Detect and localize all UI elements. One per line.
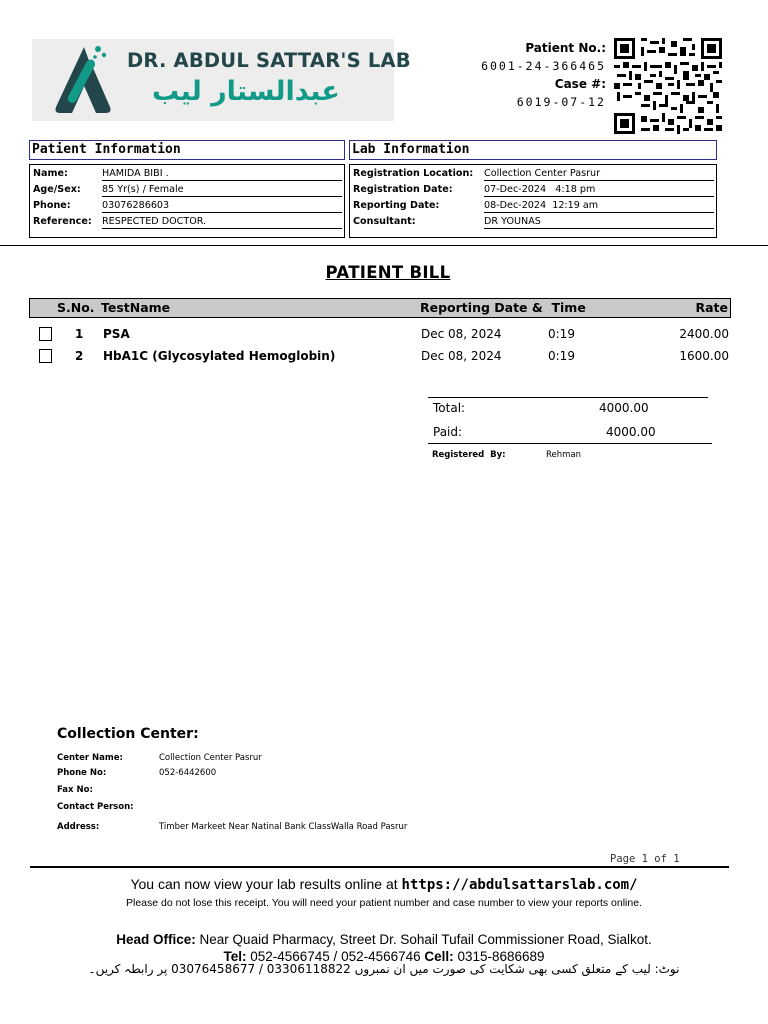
paid-label: Paid: <box>433 425 463 439</box>
patient-age-sex: 85 Yr(s) / Female <box>102 182 342 197</box>
info-label: Name: <box>33 168 68 179</box>
checkbox-icon[interactable] <box>39 327 52 341</box>
tel-numbers: 052-4566745 / 052-4566746 <box>250 949 421 964</box>
total-value: 4000.00 <box>599 401 649 415</box>
info-row <box>30 182 346 198</box>
info-row <box>350 182 718 198</box>
patient-no: 6001-24-366465 <box>481 59 606 73</box>
info-label: Registration Date: <box>353 184 453 195</box>
urdu-complaint-note: نوٹ: لیب کے متعلق کسی بھی شکایت کی صورت میں ان نمبروں 03306118822 / 03076458677 پر رابطہ کریں۔ <box>88 962 680 976</box>
bill-title: PATIENT BILL <box>325 263 451 282</box>
row-sno: 1 <box>75 327 84 341</box>
row-test: HbA1C (Glycosylated Hemoglobin) <box>103 349 336 363</box>
lab-name-urdu: عبدالستار لیب <box>152 76 340 107</box>
cc-label: Contact Person: <box>57 802 134 812</box>
info-row <box>350 214 718 230</box>
table-header <box>29 298 731 318</box>
total-label: Total: <box>433 401 466 415</box>
cc-phone: 052-6442600 <box>159 768 217 778</box>
lab-info-box <box>349 164 717 238</box>
col-reporting: Reporting Date & Time <box>420 300 586 315</box>
table-row <box>29 324 731 344</box>
patient-info-heading: Patient Information <box>29 140 345 160</box>
cc-label: Center Name: <box>57 753 123 763</box>
website-link[interactable]: https://abdulsattarslab.com/ <box>401 877 638 893</box>
cc-label: Fax No: <box>57 785 93 795</box>
collection-center-title: Collection Center: <box>57 726 199 742</box>
lab-logo-icon <box>44 41 122 119</box>
info-row <box>30 198 346 214</box>
row-rate: 2400.00 <box>679 327 729 341</box>
case-no: 6019-07-12 <box>516 95 606 109</box>
paid-row <box>428 422 712 444</box>
info-row <box>30 214 346 230</box>
cell-number: 0315-8686689 <box>457 949 545 964</box>
footer-rule <box>30 866 729 868</box>
online-text: You can now view your lab results online at <box>130 876 398 892</box>
row-date: Dec 08, 2024 <box>421 327 502 341</box>
lab-name: DR. ABDUL SATTAR'S LAB <box>127 49 411 72</box>
patient-phone: 03076286603 <box>102 198 342 213</box>
divider <box>0 245 768 246</box>
patient-no-label: Patient No.: <box>525 41 606 55</box>
cc-label: Phone No: <box>57 768 107 778</box>
reporting-date: 08-Dec-2024 12:19 am <box>484 198 714 213</box>
info-label: Phone: <box>33 200 71 211</box>
row-date: Dec 08, 2024 <box>421 349 502 363</box>
tel-label: Tel: <box>223 949 247 964</box>
paid-value: 4000.00 <box>606 425 656 439</box>
case-label: Case #: <box>554 77 606 91</box>
receipt-note: Please do not lose this receipt. You will need your patient number and case number to view your reports online. <box>126 897 642 909</box>
row-sno: 2 <box>75 349 84 363</box>
info-row <box>350 198 718 214</box>
online-results <box>0 876 768 893</box>
info-row <box>350 166 718 182</box>
consultant: DR YOUNAS <box>484 214 714 229</box>
table-row <box>29 346 731 366</box>
info-label: Reporting Date: <box>353 200 440 211</box>
head-office-address: Near Quaid Pharmacy, Street Dr. Sohail Tufail Commissioner Road, Sialkot. <box>199 932 652 947</box>
registration-location: Collection Center Pasrur <box>484 166 714 181</box>
cc-center-name: Collection Center Pasrur <box>159 753 262 763</box>
row-time: 0:19 <box>548 327 575 341</box>
info-label: Consultant: <box>353 216 416 227</box>
head-office-label: Head Office: <box>116 932 196 947</box>
cc-address: Timber Markeet Near Natinal Bank ClassWalla Road Pasrur <box>159 822 408 832</box>
col-test: TestName <box>101 300 171 315</box>
page-number: Page 1 of 1 <box>610 853 680 865</box>
checkbox-icon[interactable] <box>39 349 52 363</box>
info-label: Reference: <box>33 216 92 227</box>
row-test: PSA <box>103 327 130 341</box>
row-rate: 1600.00 <box>679 349 729 363</box>
cell-label: Cell: <box>424 949 454 964</box>
info-label: Registration Location: <box>353 168 474 179</box>
registered-by-value: Rehman <box>546 450 582 460</box>
info-row <box>30 166 346 182</box>
col-sno: S.No. <box>57 300 95 315</box>
patient-info-box <box>29 164 345 238</box>
registered-by <box>432 450 582 460</box>
patient-name: HAMIDA BIBI . <box>102 166 342 181</box>
lab-info-heading: Lab Information <box>349 140 717 160</box>
row-time: 0:19 <box>548 349 575 363</box>
head-office <box>0 931 768 965</box>
id-block <box>481 40 606 112</box>
lab-logo <box>32 39 411 121</box>
registration-date: 07-Dec-2024 4:18 pm <box>484 182 714 197</box>
cc-label: Address: <box>57 822 100 832</box>
qr-code-icon <box>614 38 722 134</box>
total-row <box>428 398 708 420</box>
registered-by-label: Registered By: <box>432 450 506 460</box>
patient-reference: RESPECTED DOCTOR. <box>102 214 342 229</box>
col-rate: Rate <box>695 300 728 315</box>
info-label: Age/Sex: <box>33 184 81 195</box>
